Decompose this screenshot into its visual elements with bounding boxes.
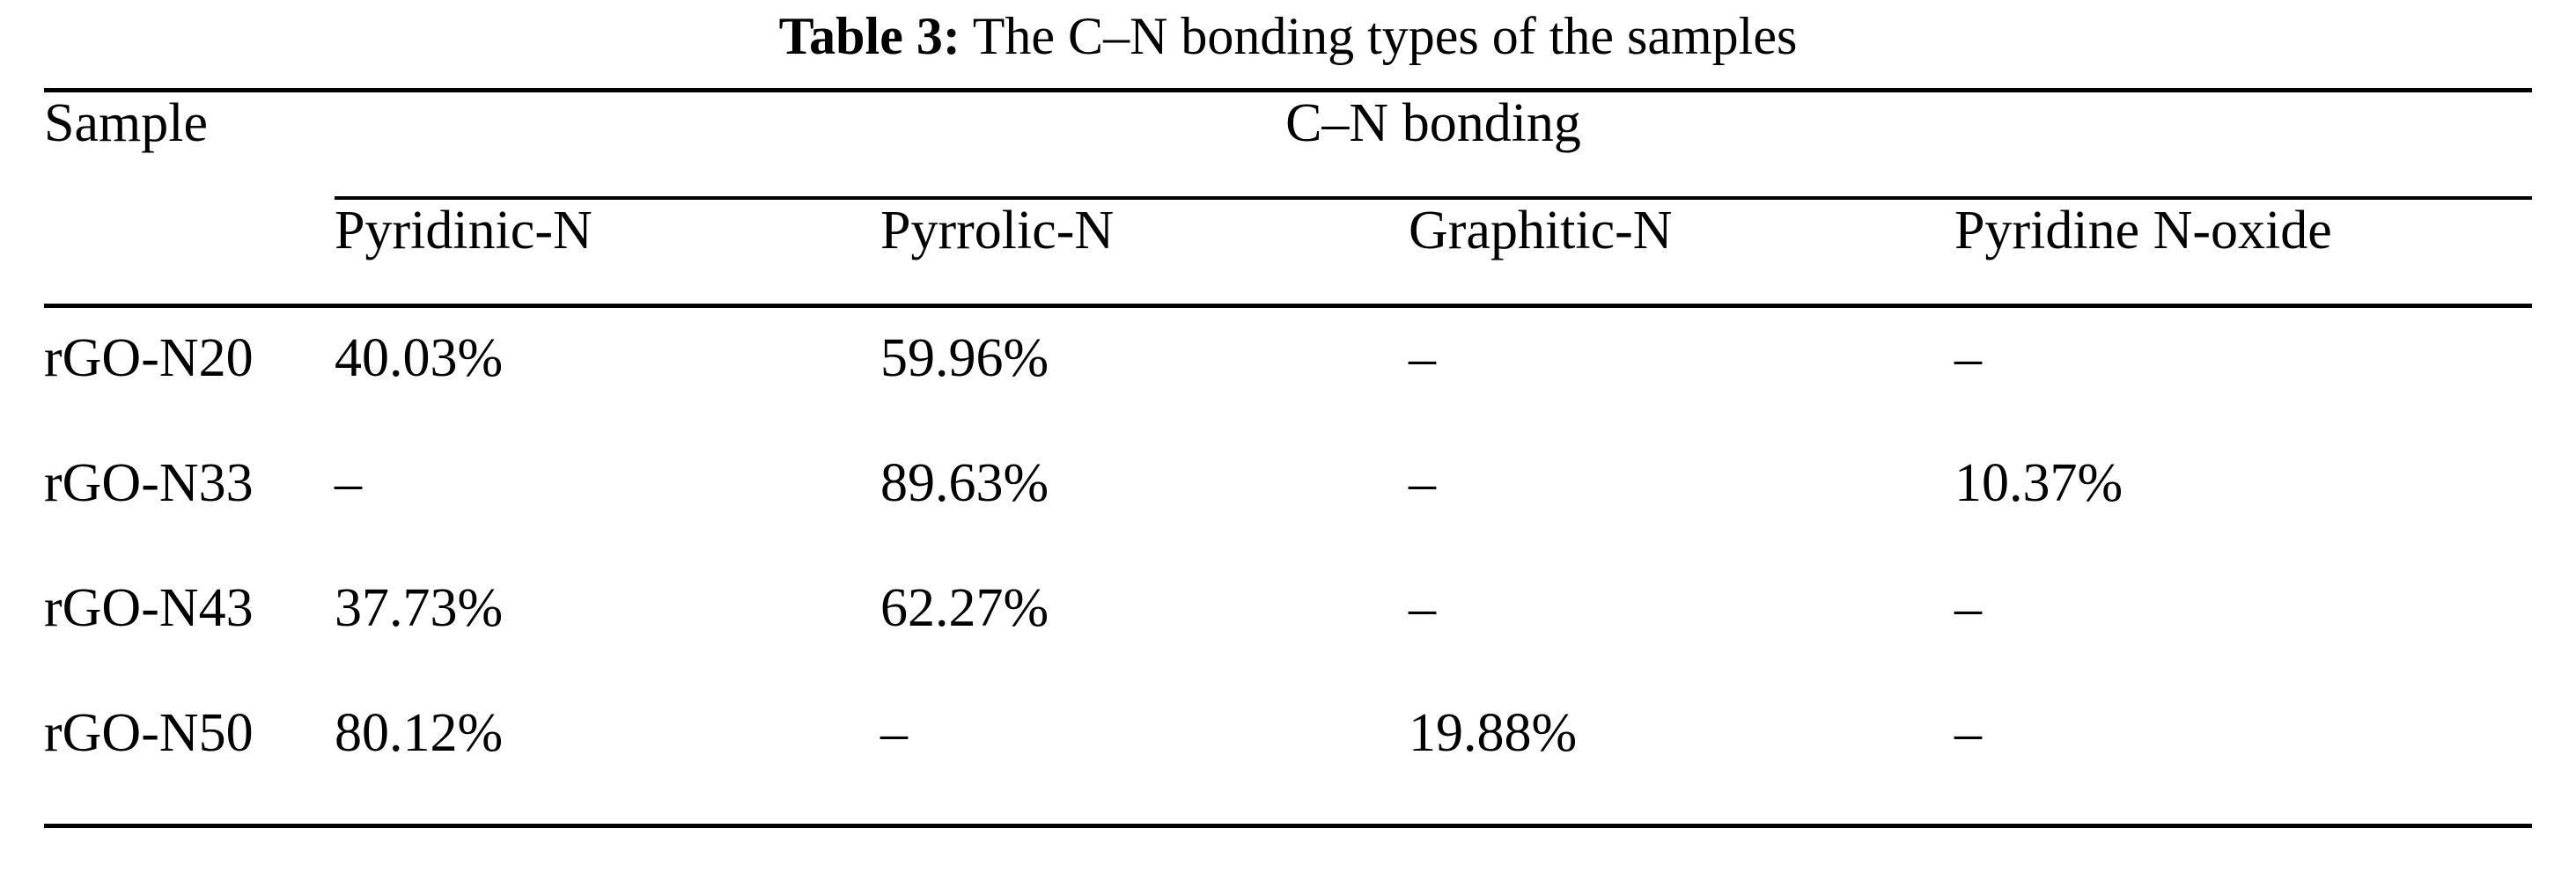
cell-pyridine-n-oxide: – (1954, 306, 2532, 437)
column-header-pyridine-n-oxide: Pyridine N-oxide (1954, 201, 2332, 260)
cell-graphitic-n: 19.88% (1409, 686, 1954, 826)
bonding-types-table (44, 88, 2532, 828)
table-row (44, 436, 2532, 561)
table-caption-label: Table 3: (778, 7, 960, 65)
table-row (44, 686, 2532, 826)
table-row (44, 306, 2532, 437)
column-header-sample: Sample (44, 91, 335, 197)
cell-pyridinic-n: 80.12% (335, 686, 880, 826)
column-header-blank (44, 198, 335, 306)
cell-pyridine-n-oxide: 10.37% (1954, 453, 2123, 513)
cell-pyrrolic-n: 59.96% (880, 306, 1409, 437)
table-caption (44, 0, 2532, 88)
cell-sample: rGO-N43 (44, 578, 254, 638)
cell-pyrrolic-n: 89.63% (880, 453, 1049, 513)
cell-graphitic-n: – (1409, 306, 1954, 437)
header-row-group (44, 91, 2532, 197)
cell-pyrrolic-n: 62.27% (880, 578, 1049, 638)
table-row (44, 561, 2532, 686)
column-header-pyridinic-n: Pyridinic-N (335, 201, 592, 260)
cell-sample: rGO-N33 (44, 453, 254, 513)
cell-sample: rGO-N20 (44, 306, 335, 437)
table-caption-text: The C–N bonding types of the samples (972, 7, 1798, 65)
column-header-graphitic-n: Graphitic-N (1409, 201, 1673, 260)
cell-pyridine-n-oxide: – (1954, 578, 1982, 638)
column-header-pyrrolic-n: Pyrrolic-N (880, 201, 1115, 260)
column-header-group-cn-bonding: C–N bonding (335, 91, 2532, 197)
cell-graphitic-n: – (1409, 578, 1436, 638)
cell-pyridinic-n: – (335, 453, 362, 513)
cell-graphitic-n: – (1409, 453, 1436, 513)
cell-pyridine-n-oxide: – (1954, 686, 2532, 826)
header-row-columns (44, 198, 2532, 306)
cell-sample: rGO-N50 (44, 686, 335, 826)
cell-pyridinic-n: 40.03% (335, 306, 880, 437)
table-head (44, 91, 2532, 306)
cell-pyrrolic-n: – (880, 686, 1409, 826)
table-body (44, 306, 2532, 826)
cell-pyridinic-n: 37.73% (335, 578, 504, 638)
